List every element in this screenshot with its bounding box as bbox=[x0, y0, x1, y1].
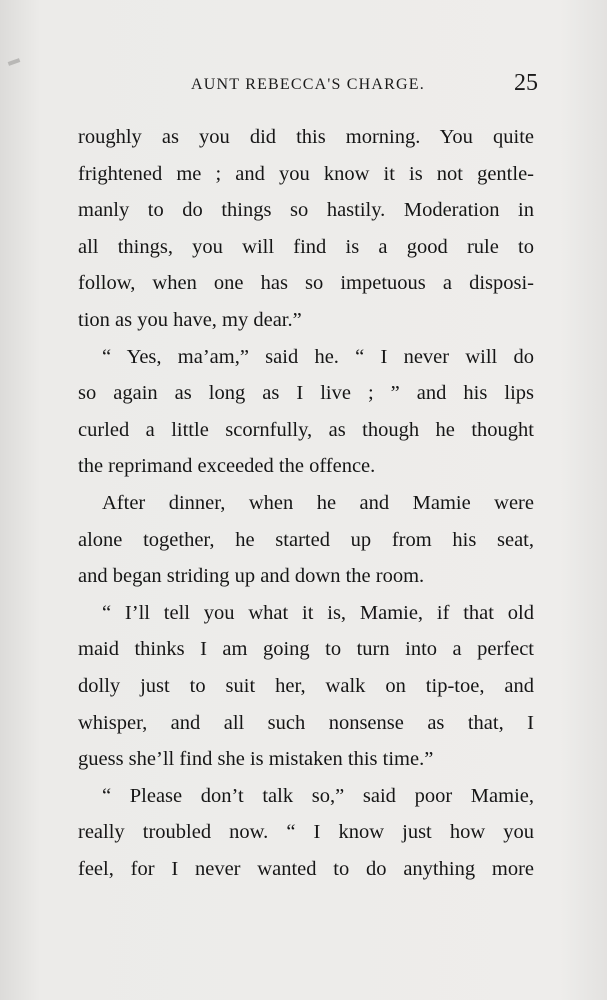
text-line: After dinner, when he and Mamie were bbox=[102, 491, 534, 514]
text-line: really troubled now. “ I know just how you bbox=[78, 821, 534, 844]
text-line: tion as you have, my dear.” bbox=[78, 308, 302, 331]
text-line: maid thinks I am going to turn into a perfect bbox=[78, 638, 534, 661]
text-line: so again as long as I live ; ” and his lips bbox=[78, 382, 534, 405]
text-line: whisper, and all such nonsense as that, I bbox=[78, 711, 534, 734]
text-line: manly to do things so hastily. Moderation in bbox=[78, 199, 534, 222]
page-header bbox=[78, 70, 538, 100]
text-line: “ I’ll tell you what it is, Mamie, if that old bbox=[102, 601, 534, 624]
page-mark bbox=[8, 58, 21, 66]
text-line: and began striding up and down the room. bbox=[78, 565, 425, 588]
text-line: follow, when one has so impetuous a disposi- bbox=[78, 272, 534, 295]
text-line: alone together, he started up from his seat, bbox=[78, 528, 534, 551]
text-line: dolly just to suit her, walk on tip-toe, and bbox=[78, 674, 534, 697]
text-line: “ Yes, ma’am,” said he. “ I never will do bbox=[102, 345, 534, 368]
body-text bbox=[78, 119, 534, 887]
text-line: frightened me ; and you know it is not gentle- bbox=[78, 162, 534, 185]
text-line: roughly as you did this morning. You quite bbox=[78, 126, 534, 148]
text-line: feel, for I never wanted to do anything more bbox=[78, 857, 534, 880]
page-number: 25 bbox=[514, 70, 538, 96]
text-line: curled a little scornfully, as though he thought bbox=[78, 418, 534, 441]
text-line: the reprimand exceeded the offence. bbox=[78, 455, 376, 478]
text-line: all things, you will find is a good rule to bbox=[78, 235, 534, 258]
running-head: AUNT REBECCA'S CHARGE. bbox=[191, 76, 425, 93]
text-line: guess she’ll find she is mistaken this time.” bbox=[78, 748, 434, 771]
text-line: “ Please don’t talk so,” said poor Mamie, bbox=[102, 784, 534, 807]
